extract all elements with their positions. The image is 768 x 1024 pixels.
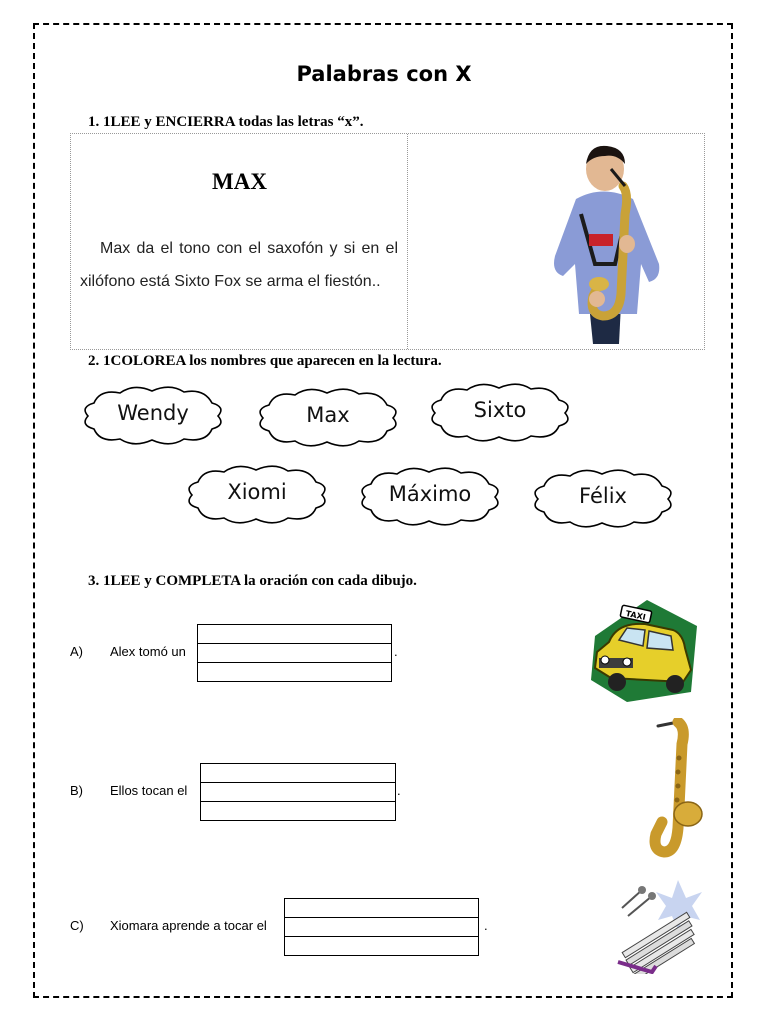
name-cloud-maximo[interactable]: [355, 466, 505, 528]
reading-box: [70, 133, 705, 350]
name-label: Xiomi: [227, 480, 287, 504]
item-dot-c: .: [484, 918, 488, 933]
item-letter-a: A): [70, 644, 83, 659]
name-label: Félix: [579, 484, 627, 508]
item-dot-a: .: [394, 644, 398, 659]
taxi-sign-text: TAXI: [624, 608, 647, 622]
saxophone-player-photo: [541, 144, 671, 344]
item-text-a: Alex tomó un: [110, 644, 186, 659]
instruction-2: 2. 1COLOREA los nombres que aparecen en la lectura.: [88, 353, 442, 369]
name-cloud-felix[interactable]: [528, 468, 678, 530]
name-cloud-sixto[interactable]: [425, 382, 575, 444]
answer-field-b[interactable]: [200, 763, 396, 821]
name-label: Wendy: [117, 401, 189, 425]
instruction-1: 1. 1LEE y ENCIERRA todas las letras “x”.: [88, 114, 364, 130]
reading-panel: [71, 134, 408, 349]
xylophone-clipart: [608, 876, 702, 974]
item-letter-b: B): [70, 783, 83, 798]
item-text-b: Ellos tocan el: [110, 783, 188, 798]
item-text-c: Xiomara aprende a tocar el: [110, 918, 267, 933]
name-label: Max: [306, 403, 350, 427]
instruction-3: 3. 1LEE y COMPLETA la oración con cada dibujo.: [88, 573, 417, 589]
answer-field-c[interactable]: [284, 898, 479, 956]
name-cloud-xiomi[interactable]: [182, 464, 332, 526]
item-letter-c: C): [70, 918, 84, 933]
name-label: Máximo: [388, 482, 472, 506]
name-cloud-wendy[interactable]: [78, 385, 228, 447]
name-cloud-max[interactable]: [253, 387, 403, 449]
reading-title: MAX: [212, 169, 267, 194]
saxophone-clipart: [648, 718, 704, 860]
answer-field-a[interactable]: [197, 624, 392, 682]
name-label: Sixto: [473, 398, 527, 422]
page-title: Palabras con X: [296, 62, 472, 86]
taxi-clipart: [587, 596, 699, 706]
reading-text: Max da el tono con el saxofón y si en el xilófono está Sixto Fox se arma el fiestón..: [80, 240, 398, 290]
reading-paragraph: [80, 232, 398, 298]
item-dot-b: .: [397, 783, 401, 798]
